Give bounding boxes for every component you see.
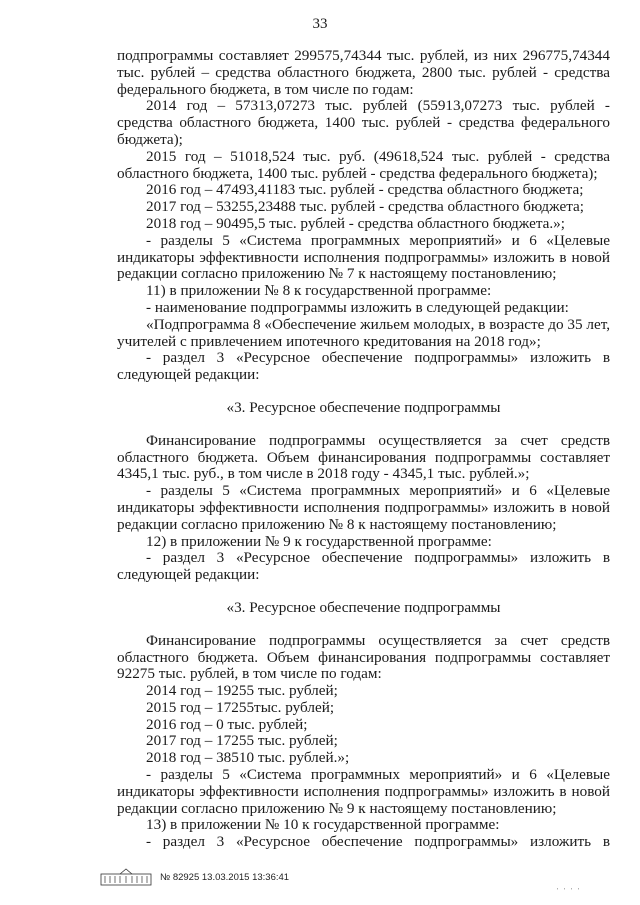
paragraph: - наименование подпрограммы изложить в следующей редакции:: [146, 298, 569, 316]
paragraph: - разделы 5 «Система программных мероприятий» и 6 «Целевые индикаторы эффективности исполнения подпрограммы» изложить в новой редакции согласно приложению № 9 к настоящему постановлению;: [117, 766, 610, 817]
building-seal-icon: [100, 868, 152, 886]
page-number: 33: [312, 16, 328, 32]
paragraph-spacer: [117, 384, 610, 400]
paragraph: 2014 год – 57313,07273 тыс. рублей (55913,07273 тыс. рублей - средства областного бюджета, 1400 тыс. рублей - средства федерального бюджета);: [117, 97, 610, 148]
paragraph-spacer: [117, 417, 610, 433]
paragraph: 2017 год – 53255,23488 тыс. рублей - средства областного бюджета;: [146, 198, 584, 216]
paragraph: Финансирование подпрограммы осуществляется за счет средств областного бюджета. Объем финансирования подпрограммы составляет 4345,1 тыс. руб., в том числе в 2018 году - 4345,1 тыс. рублей.»;: [117, 431, 610, 483]
registration-stamp: № 82925 13.03.2015 13:36:41: [160, 871, 290, 883]
paragraph: 2016 год – 0 тыс. рублей;: [146, 715, 308, 733]
section-heading: «3. Ресурсное обеспечение подпрограммы: [226, 398, 501, 416]
paragraph: - раздел 3 «Ресурсное обеспечение подпрограммы» изложить в следующей редакции:: [117, 349, 610, 384]
scan-marks: ' ' ' ': [557, 887, 582, 895]
paragraph: 2015 год – 51018,524 тыс. руб. (49618,524 тыс. рублей - средства областного бюджета, 1400 тыс. рублей - средства федерального бюджета);: [117, 147, 610, 182]
paragraph: 13) в приложении № 10 к государственной программе:: [146, 816, 500, 834]
paragraph: 2015 год – 17255тыс. рублей;: [146, 698, 335, 716]
paragraph: 11) в приложении № 8 к государственной программе:: [146, 282, 492, 300]
paragraph: 2018 год – 38510 тыс. рублей.»;: [146, 749, 350, 767]
paragraph: 2014 год – 19255 тыс. рублей;: [146, 682, 338, 700]
section-heading: «3. Ресурсное обеспечение подпрограммы: [226, 598, 501, 616]
paragraph: подпрограммы составляет 299575,74344 тыс. рублей, из них 296775,74344 тыс. рублей – средства областного бюджета, 2800 тыс. рублей - средства федерального бюджета, в том числе по годам:: [117, 47, 610, 98]
paragraph: 12) в приложении № 9 к государственной программе:: [146, 532, 492, 550]
paragraph: «Подпрограмма 8 «Обеспечение жильем молодых, в возрасте до 35 лет, учителей с привлечением ипотечного кредитования на 2018 год»;: [117, 315, 610, 350]
paragraph: - раздел 3 «Ресурсное обеспечение подпрограммы» изложить в следующей редакции:: [117, 549, 610, 584]
paragraph: - раздел 3 «Ресурсное обеспечение подпрограммы» изложить в: [146, 833, 610, 851]
paragraph-spacer: [117, 584, 610, 600]
paragraph: 2016 год – 47493,41183 тыс. рублей - средства областного бюджета;: [146, 181, 584, 199]
document-footer: [100, 868, 289, 886]
paragraph: - разделы 5 «Система программных мероприятий» и 6 «Целевые индикаторы эффективности исполнения подпрограммы» изложить в новой редакции согласно приложению № 8 к настоящему постановлению;: [117, 482, 610, 533]
paragraph: Финансирование подпрограммы осуществляется за счет средств областного бюджета. Объем финансирования подпрограммы составляет 92275 тыс. рублей, в том числе по годам:: [117, 631, 610, 683]
paragraph: 2017 год – 17255 тыс. рублей;: [146, 732, 338, 750]
document-body: [117, 48, 610, 851]
paragraph: 2018 год – 90495,5 тыс. рублей - средства областного бюджета.»;: [146, 214, 565, 232]
paragraph-spacer: [117, 617, 610, 633]
paragraph: - разделы 5 «Система программных мероприятий» и 6 «Целевые индикаторы эффективности исполнения подпрограммы» изложить в новой редакции согласно приложению № 7 к настоящему постановлению;: [117, 231, 610, 283]
